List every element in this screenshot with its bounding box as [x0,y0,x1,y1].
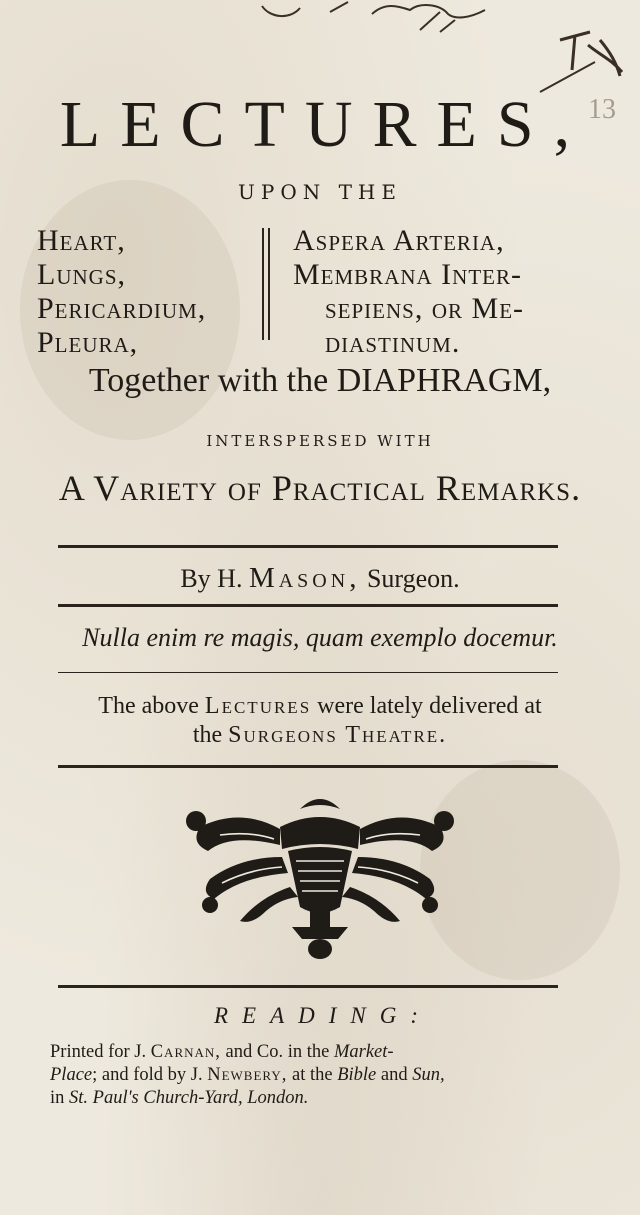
note-text: were lately delivered at [317,693,542,719]
imprint-part: Bible [337,1065,377,1085]
subject-pleura: Pleura, [37,326,139,359]
subject-heart: Heart, [37,224,126,257]
column-divider [262,228,264,340]
urn-ornament [170,787,470,972]
author-name: Mason, [248,562,361,594]
printer-carnan: Carnan, [150,1042,221,1062]
imprint-part: and [380,1065,408,1085]
rule-divider [58,545,558,548]
imprint-part: in [50,1088,65,1108]
imprint-part: and Co. in the [225,1042,330,1062]
author-byline [0,562,640,595]
rule-divider [58,672,558,673]
subject-diastinum: diastinum. [325,326,461,359]
note-text: the [192,722,223,748]
note-text: The above [98,693,199,719]
subject-aspera-arteria: Aspera Arteria, [293,224,505,257]
subject-pericardium: Pericardium, [37,292,207,325]
variety-line: A Variety of Practical Remarks. [58,468,582,508]
delivery-note [0,692,640,750]
imprint-part: Market- [333,1042,394,1062]
interspersed-line: INTERSPERSED WITH [206,432,434,450]
rule-divider [58,604,558,607]
note-text: Lectures [204,693,312,719]
imprint-part: Printed for J. [50,1042,147,1062]
printer-newbery: Newbery, [207,1065,288,1085]
subjects-right [293,224,524,360]
main-title: LECTURES, [59,88,591,161]
byline-prefix: By H. [180,564,243,593]
imprint-part: St. Paul's Church-Yard, [69,1088,243,1108]
rule-divider [58,985,558,988]
column-divider [268,228,270,340]
subject-sepiens: sepiens, or Me- [325,292,525,325]
imprint-part: at the [292,1065,333,1085]
note-text: Surgeons Theatre. [228,722,448,748]
subjects-left [37,224,206,360]
together-line: Together with the DIAPHRAGM, [88,362,552,399]
byline-suffix: Surgeon. [366,564,460,593]
imprint-part: ; and fold by J. [92,1065,203,1085]
imprint-part: Place [50,1065,93,1085]
manuscript-mark: 13 [588,94,616,125]
rule-divider [58,765,558,768]
latin-motto: Nulla enim re magis, quam exemplo docemur. [82,623,558,652]
imprint-place: READING: [213,1003,433,1028]
subject-lungs: Lungs, [37,258,127,291]
subject-membrana: Membrana Inter- [293,258,522,291]
imprint-part: Sun, [412,1065,445,1085]
imprint-text [50,1041,610,1110]
imprint-part: London. [247,1088,309,1108]
upon-the: UPON THE [238,180,402,204]
